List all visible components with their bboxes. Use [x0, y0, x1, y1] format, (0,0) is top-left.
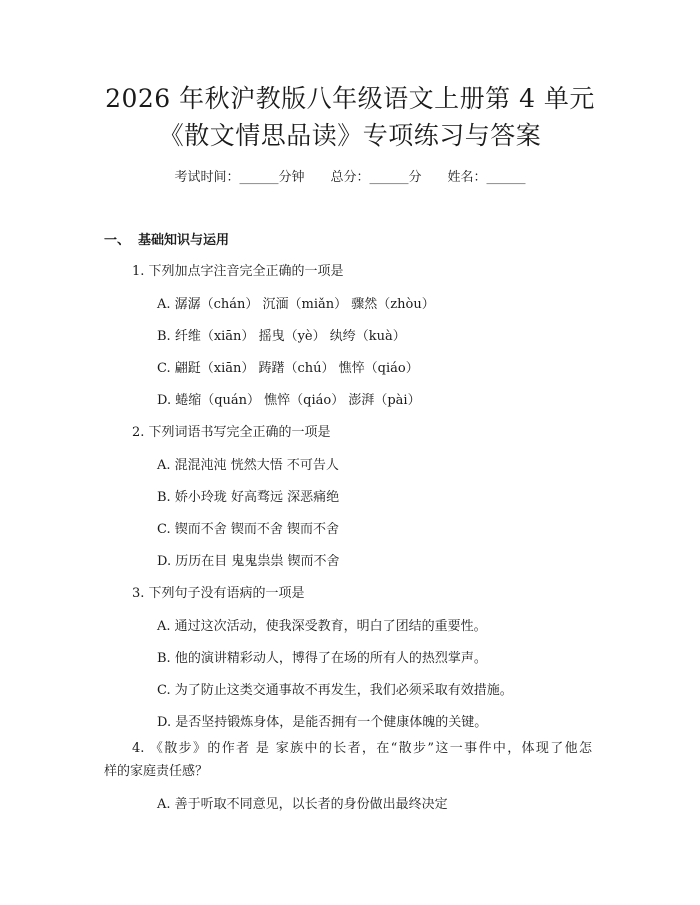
section-heading	[104, 232, 229, 250]
question-2-option-a: A. 混混沌沌 恍然大悟 不可告人	[157, 458, 339, 473]
name-field: 姓名：______	[447, 170, 526, 185]
question-3-option-a: A. 通过这次活动，使我深受教育，明白了团结的重要性。	[157, 619, 487, 634]
document-title-line2: 《散文情思品读》专项练习与答案	[158, 121, 542, 150]
question-1-option-d: D. 蜷缩（quán） 憔悴（qiáo） 澎湃（pài）	[157, 393, 421, 408]
question-4-stem-line2: 样的家庭责任感？	[104, 764, 209, 779]
question-1-stem: 1. 下列加点字注音完全正确的一项是	[132, 264, 344, 279]
question-4-stem-line1: 4. 《散步》的作者 是 家族中的长者，在“散步”这一事件中，体现了他怎	[132, 741, 592, 756]
total-score-field: 总分：______分	[330, 170, 422, 185]
question-3-option-b: B. 他的演讲精彩动人，博得了在场的所有人的热烈掌声。	[157, 651, 487, 666]
exam-time-field: 考试时间：______分钟	[174, 170, 305, 185]
question-2-option-d: D. 历历在目 鬼鬼祟祟 锲而不舍	[157, 554, 340, 569]
question-3-option-d: D. 是否坚持锻炼身体，是能否拥有一个健康体魄的关键。	[157, 715, 488, 730]
section-title: 基础知识与运用	[138, 233, 230, 248]
question-2-option-b: B. 娇小玲珑 好高骛远 深恶痛绝	[157, 490, 340, 505]
section-number: 一、	[104, 233, 131, 248]
question-3-stem: 3. 下列句子没有语病的一项是	[132, 586, 305, 601]
question-1-option-a: A. 潺潺（chán） 沉湎（miǎn） 骤然（zhòu）	[157, 297, 435, 312]
question-3-option-c: C. 为了防止这类交通事故不再发生，我们必须采取有效措施。	[157, 683, 513, 698]
question-2-stem: 2. 下列词语书写完全正确的一项是	[132, 425, 331, 440]
document-title-line1: 2026 年秋沪教版八年级语文上册第 4 单元	[105, 84, 595, 113]
question-2-option-c: C. 锲而不舍 锲而不舍 锲而不舍	[157, 522, 340, 537]
exam-meta	[0, 169, 700, 187]
question-4-option-a: A. 善于听取不同意见，以长者的身份做出最终决定	[157, 797, 448, 812]
question-1-option-c: C. 翩跹（xiān） 踌躇（chú） 憔悴（qiáo）	[157, 361, 419, 376]
question-1-option-b: B. 纤维（xiān） 摇曳（yè） 纨绔（kuà）	[157, 329, 406, 344]
